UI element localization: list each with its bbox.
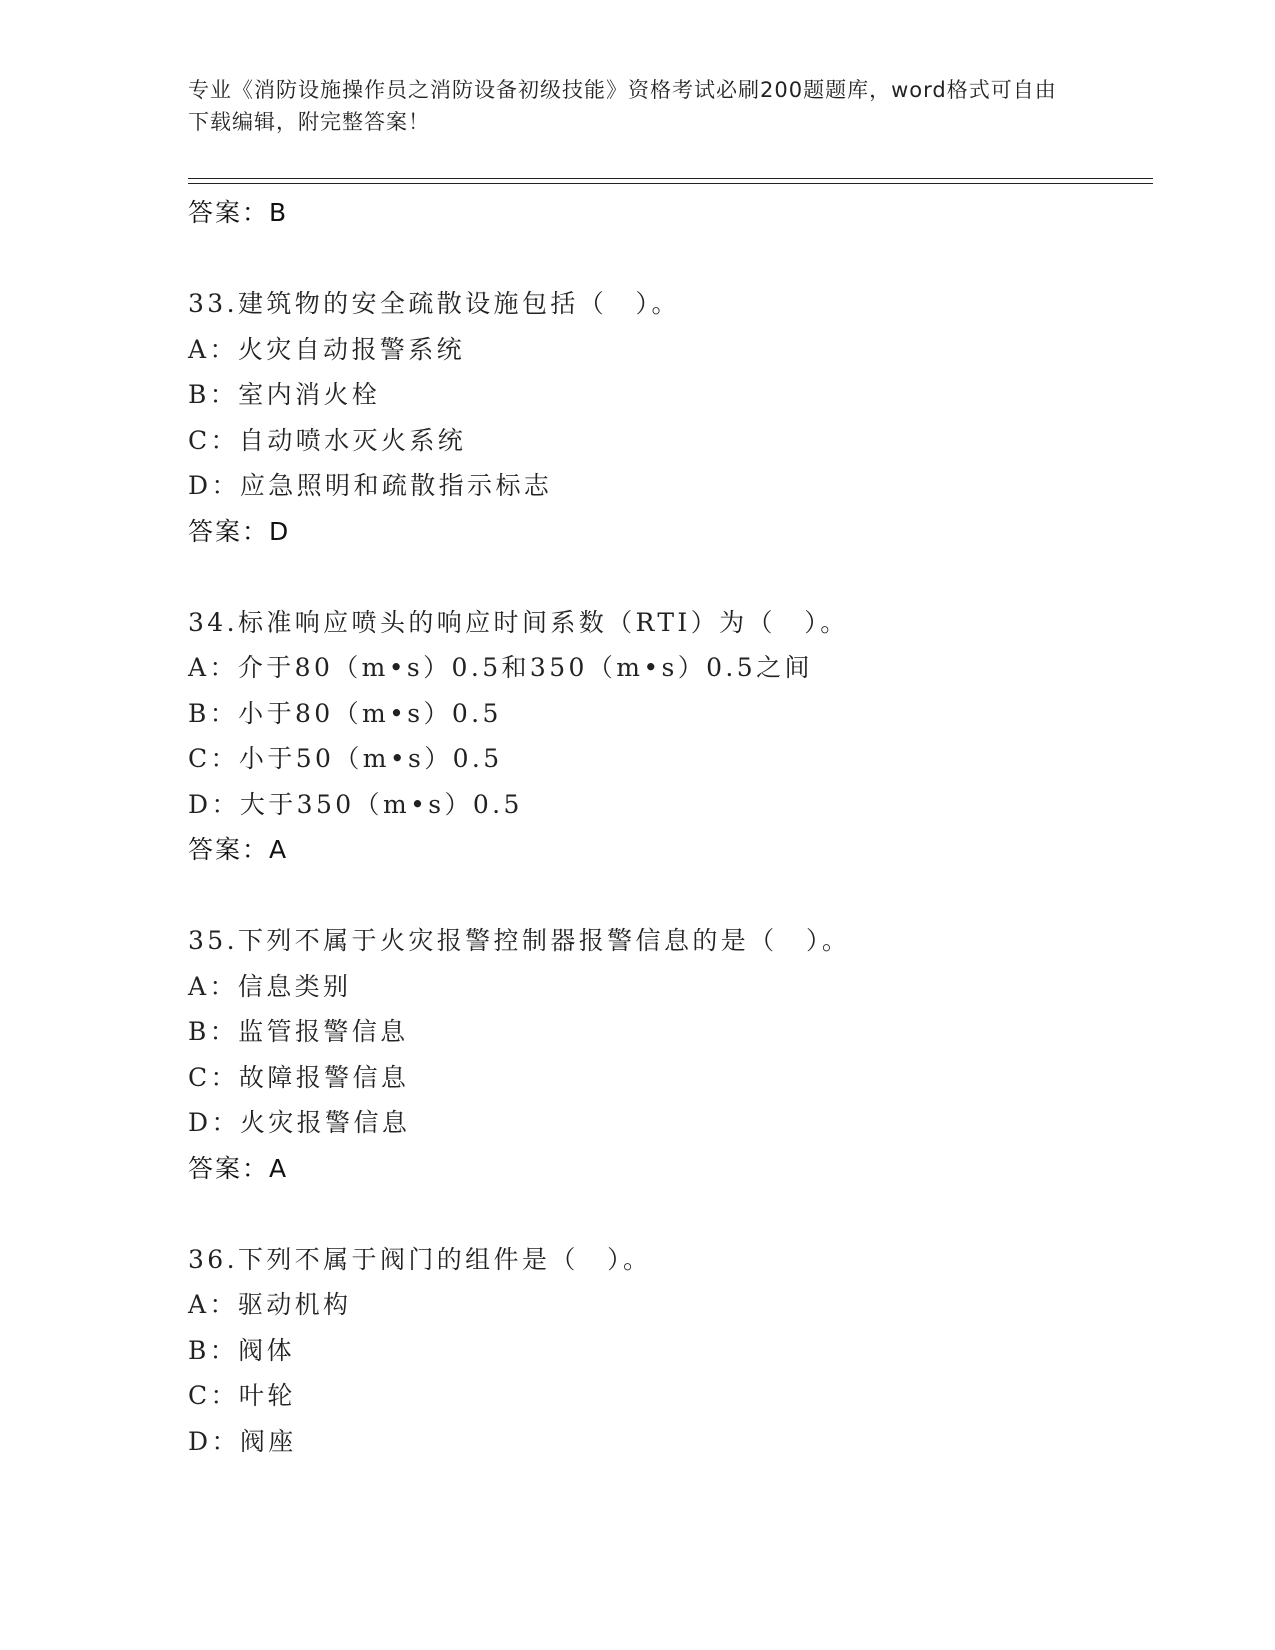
- option-c: C：自动喷水灭火系统: [188, 425, 467, 455]
- question-block: [188, 600, 1153, 874]
- question-stem: 34.标准响应喷头的响应时间系数（RTI）为（ ）。: [188, 607, 849, 637]
- header-divider-bottom: [188, 183, 1153, 184]
- question-block: [188, 1237, 1153, 1465]
- option-d: D：阀座: [188, 1426, 297, 1456]
- spacer: [188, 1192, 1153, 1237]
- spacer: [188, 236, 1153, 281]
- option-b: B：阀体: [188, 1335, 295, 1365]
- option-a: A：火灾自动报警系统: [188, 334, 466, 364]
- option-c: C：小于50（m•s）0.5: [188, 744, 503, 773]
- header-divider-top: [188, 178, 1153, 179]
- option-c: C：叶轮: [188, 1381, 296, 1410]
- option-a: A：介于80（m•s）0.5和350（m•s）0.5之间: [188, 653, 813, 682]
- answer-line: 答案：B: [188, 198, 289, 227]
- question-block: [188, 918, 1153, 1192]
- option-a: A：驱动机构: [188, 1290, 352, 1319]
- option-a: A：信息类别: [188, 971, 352, 1001]
- option-b: B：监管报警信息: [188, 1017, 409, 1046]
- option-b: B：室内消火栓: [188, 380, 381, 409]
- option-d: D：应急照明和疏散指示标志: [188, 471, 553, 500]
- option-b: B：小于80（m•s）0.5: [188, 698, 502, 728]
- answer-line: 答案：D: [188, 516, 291, 546]
- answer-line: 答案：A: [188, 1153, 289, 1183]
- header-text: 专业《消防设施操作员之消防设备初级技能》资格考试必刷200题题库，word格式可自由下载编辑，附完整答案！: [188, 78, 1057, 134]
- question-block: [188, 281, 1153, 555]
- option-d: D：大于350（m•s）0.5: [188, 789, 523, 819]
- document-body: [188, 190, 1153, 1464]
- answer-line: 答案：A: [188, 835, 289, 864]
- spacer: [188, 555, 1153, 600]
- question-stem: 33.建筑物的安全疏散设施包括（ ）。: [188, 289, 680, 318]
- option-c: C：故障报警信息: [188, 1062, 410, 1092]
- question-stem: 36.下列不属于阀门的组件是（ ）。: [188, 1244, 652, 1274]
- option-d: D：火灾报警信息: [188, 1108, 411, 1137]
- spacer: [188, 873, 1153, 918]
- document-header: [188, 74, 1068, 138]
- question-stem: 35.下列不属于火灾报警控制器报警信息的是（ ）。: [188, 926, 851, 955]
